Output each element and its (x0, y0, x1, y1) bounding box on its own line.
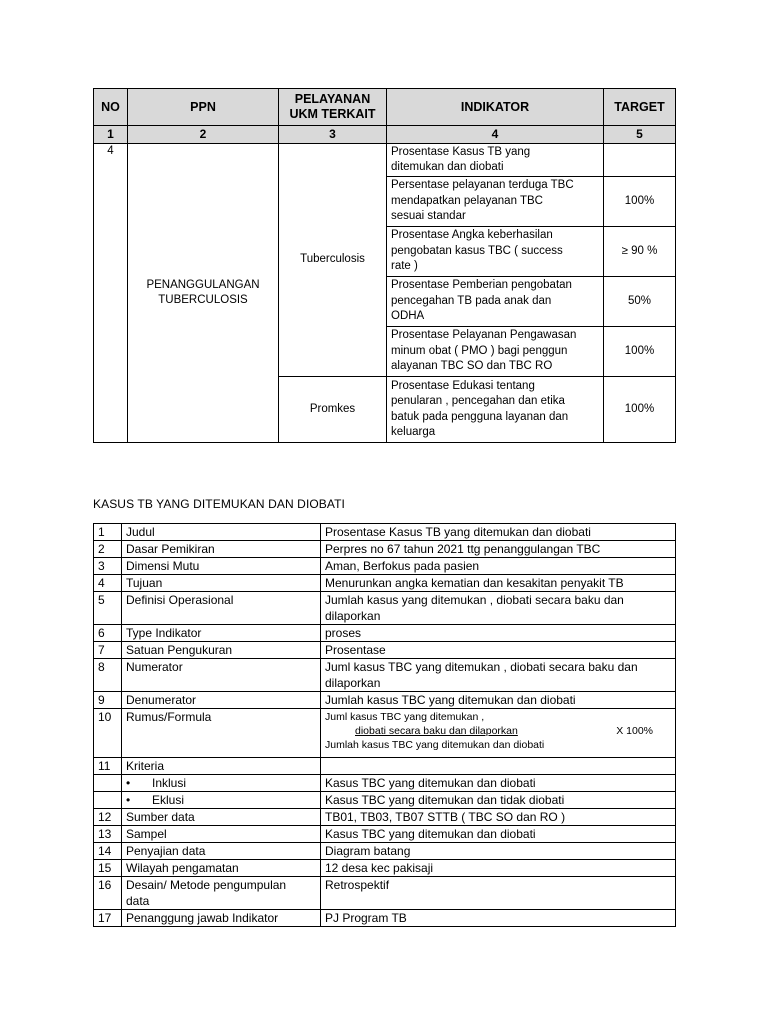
indicator-line: alayanan TBC SO dan TBC RO (391, 360, 553, 373)
bullet-icon: • (126, 776, 131, 790)
row-value: 12 desa kec pakisaji (321, 860, 676, 877)
row-number: 12 (94, 809, 122, 826)
indicator-line: Prosentase Pemberian pengobatan (391, 279, 572, 292)
table-row (94, 843, 676, 860)
row-label: Satuan Pengukuran (122, 642, 321, 659)
criteria-label: Eklusi (152, 793, 185, 807)
row-number: 14 (94, 843, 122, 860)
indicator-line: penularan , pencegahan dan etika (391, 395, 565, 407)
table-row (94, 910, 676, 927)
row-label: Kriteria (122, 758, 321, 775)
row-value-line: Juml kasus TBC yang ditemukan , diobati secara baku dan (325, 660, 638, 674)
table-row (94, 792, 676, 809)
row-number: 4 (94, 144, 128, 443)
row-value (321, 659, 676, 692)
row-label-line: data (126, 894, 150, 908)
bullet-icon: • (126, 793, 131, 807)
row-value: TB01, TB03, TB07 STTB ( TBC SO dan RO ) (321, 809, 676, 826)
indicator-line: Prosentase Angka keberhasilan (391, 229, 553, 242)
row-number: 6 (94, 625, 122, 642)
row-number: 3 (94, 558, 122, 575)
indicator-line: keluarga (391, 426, 436, 438)
row-number: 13 (94, 826, 122, 843)
table-row (94, 877, 676, 910)
target-cell: 100% (604, 177, 676, 227)
formula-numerator-line2: diobati secara baku dan dilaporkan (355, 725, 518, 737)
header-ukm-line2: UKM TERKAIT (289, 107, 376, 121)
indicator-line: Prosentase Edukasi tentang (391, 379, 535, 392)
row-label-line: Desain/ Metode pengumpulan (126, 878, 287, 892)
row-label: Denumerator (122, 692, 321, 709)
row-number: 4 (94, 575, 122, 592)
target-cell (604, 144, 676, 177)
row-label: Rumus/Formula (122, 709, 321, 758)
indicator-line: batuk pada pengguna layanan dan (391, 410, 569, 423)
indicator-line: pencegahan TB pada anak dan (391, 294, 552, 307)
row-value-line: Jumlah kasus yang ditemukan , diobati secara baku dan (325, 593, 624, 607)
row-value (321, 592, 676, 625)
row-value: Diagram batang (321, 843, 676, 860)
table-row (94, 575, 676, 592)
row-label: Definisi Operasional (122, 592, 321, 625)
ppn-line2: TUBERCULOSIS (158, 294, 248, 306)
indicator-cell (387, 327, 604, 377)
row-value: PJ Program TB (321, 910, 676, 927)
row-label: Type Indikator (122, 625, 321, 642)
col-number: 4 (387, 126, 604, 144)
row-number: 2 (94, 541, 122, 558)
header-ukm-line1: PELAYANAN (294, 92, 371, 106)
row-value: Prosentase Kasus TB yang ditemukan dan diobati (321, 524, 676, 541)
row-value (321, 758, 676, 775)
row-label (122, 775, 321, 792)
indicator-line: mendapatkan pelayanan TBC (391, 194, 543, 207)
indicator-table (93, 88, 676, 443)
ppn-line1: PENANGGULANGAN (146, 278, 260, 291)
col-number: 2 (128, 126, 279, 144)
row-label: Dimensi Mutu (122, 558, 321, 575)
col-number: 5 (604, 126, 676, 144)
indicator-line: pengobatan kasus TBC ( success (391, 244, 563, 257)
header-target: TARGET (604, 89, 676, 126)
row-label: Penanggung jawab Indikator (122, 910, 321, 927)
row-value: Prosentase (321, 642, 676, 659)
indicator-cell (387, 177, 604, 227)
table-row (94, 625, 676, 642)
row-number: 15 (94, 860, 122, 877)
row-number: 10 (94, 709, 122, 758)
row-number: 8 (94, 659, 122, 692)
indicator-line: Prosentase Kasus TB yang (391, 145, 531, 158)
indicator-cell (387, 227, 604, 277)
target-cell: 100% (604, 377, 676, 443)
indicator-cell (387, 277, 604, 327)
table-row (94, 709, 676, 758)
row-label: Dasar Pemikiran (122, 541, 321, 558)
row-number (94, 792, 122, 809)
ppn-cell (128, 144, 279, 443)
row-label (122, 792, 321, 809)
row-label: Sumber data (122, 809, 321, 826)
indicator-line: Persentase pelayanan terduga TBC (391, 179, 574, 192)
header-no: NO (94, 89, 128, 126)
table-row (94, 826, 676, 843)
indicator-line: ditemukan dan diobati (391, 161, 504, 173)
column-number-row (94, 126, 676, 144)
col-number: 1 (94, 126, 128, 144)
table-row (94, 775, 676, 792)
table-row (94, 592, 676, 625)
indicator-profile-table (93, 523, 676, 927)
row-value: Kasus TBC yang ditemukan dan diobati (321, 775, 676, 792)
row-label: Penyajian data (122, 843, 321, 860)
indicator-line: rate ) (391, 260, 418, 273)
indicator-line: minum obat ( PMO ) bagi penggun (391, 344, 568, 357)
row-value: Retrospektif (321, 877, 676, 910)
row-number: 9 (94, 692, 122, 709)
row-number: 1 (94, 524, 122, 541)
formula-multiplier: X 100% (616, 725, 653, 737)
row-value: Kasus TBC yang ditemukan dan diobati (321, 826, 676, 843)
target-cell: 100% (604, 327, 676, 377)
row-label: Judul (122, 524, 321, 541)
indicator-cell (387, 377, 604, 443)
formula (325, 709, 671, 757)
formula-numerator-line1: Juml kasus TBC yang ditemukan , (325, 711, 485, 723)
ukm-tuberculosis: Tuberculosis (279, 144, 387, 377)
row-number: 17 (94, 910, 122, 927)
row-value: Menurunkan angka kematian dan kesakitan penyakit TB (321, 575, 676, 592)
row-value: Jumlah kasus TBC yang ditemukan dan diobati (321, 692, 676, 709)
row-label: Tujuan (122, 575, 321, 592)
indicator-line: ODHA (391, 310, 425, 323)
row-label: Sampel (122, 826, 321, 843)
table-row (94, 144, 676, 177)
row-value-line: dilaporkan (325, 609, 381, 623)
criteria-label: Inklusi (152, 776, 187, 790)
header-indikator: INDIKATOR (387, 89, 604, 126)
indicator-table-header (94, 89, 676, 126)
row-number (94, 775, 122, 792)
row-value: proses (321, 625, 676, 642)
formula-denominator: Jumlah kasus TBC yang ditemukan dan diobati (325, 739, 545, 751)
section-title: KASUS TB YANG DITEMUKAN DAN DIOBATI (93, 497, 345, 511)
table-row (94, 692, 676, 709)
row-value: Perpres no 67 tahun 2021 ttg penanggulangan TBC (321, 541, 676, 558)
table-row (94, 860, 676, 877)
row-value-line: dilaporkan (325, 676, 381, 690)
indicator-line: Prosentase Pelayanan Pengawasan (391, 329, 577, 342)
row-number: 5 (94, 592, 122, 625)
row-label: Numerator (122, 659, 321, 692)
table-row (94, 758, 676, 775)
row-number: 11 (94, 758, 122, 775)
target-cell: 50% (604, 277, 676, 327)
header-ppn: PPN (128, 89, 279, 126)
row-label (122, 877, 321, 910)
row-number: 7 (94, 642, 122, 659)
row-label: Wilayah pengamatan (122, 860, 321, 877)
formula-cell (321, 709, 676, 758)
ukm-promkes: Promkes (279, 377, 387, 443)
table-row (94, 541, 676, 558)
header-ukm (279, 89, 387, 126)
indicator-line: sesuai standar (391, 210, 466, 223)
row-value: Aman, Berfokus pada pasien (321, 558, 676, 575)
row-number: 16 (94, 877, 122, 910)
target-cell: ≥ 90 % (604, 227, 676, 277)
table-row (94, 809, 676, 826)
table-row (94, 659, 676, 692)
col-number: 3 (279, 126, 387, 144)
table-row (94, 524, 676, 541)
row-value: Kasus TBC yang ditemukan dan tidak diobati (321, 792, 676, 809)
table-row (94, 558, 676, 575)
table-row (94, 642, 676, 659)
indicator-cell (387, 144, 604, 177)
